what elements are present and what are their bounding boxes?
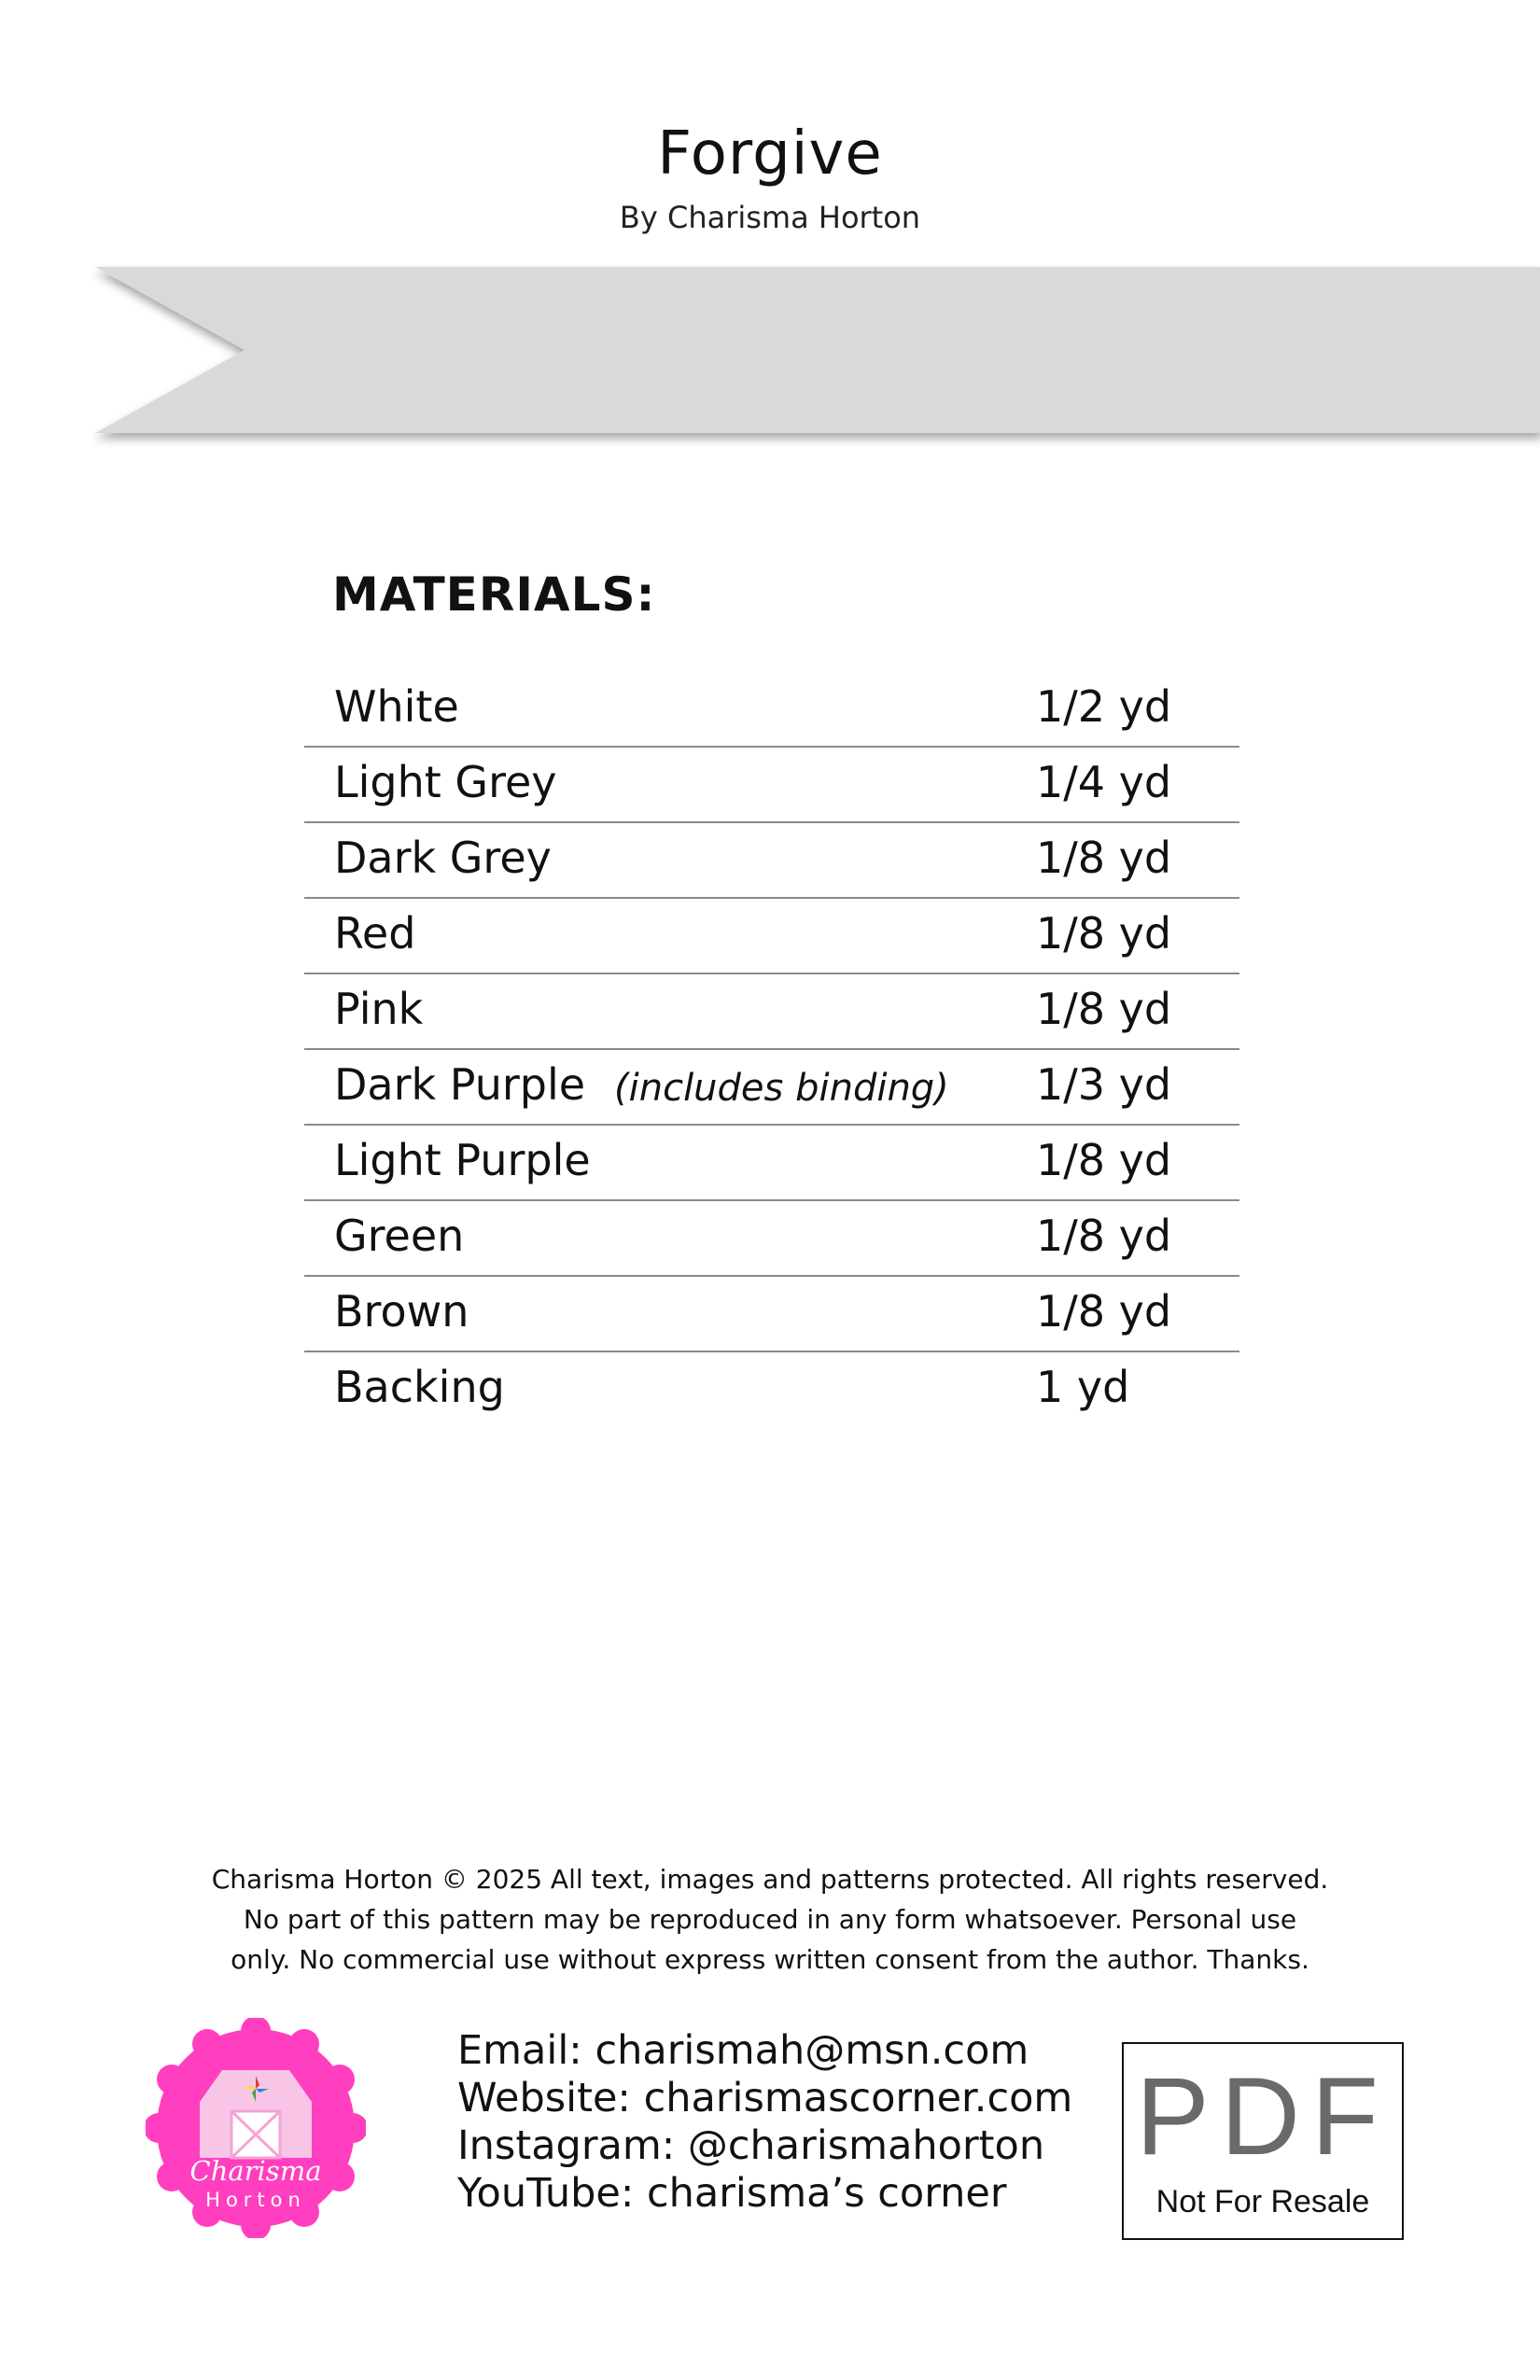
material-quantity: 1/8 yd [1036,1211,1172,1261]
logo-subname: Horton [205,2189,306,2211]
logo-name: Charisma [189,2155,322,2187]
material-name: Light Grey [334,757,557,807]
material-quantity: 1/8 yd [1036,1135,1172,1185]
materials-table [304,672,1239,1426]
not-for-resale-label: Not For Resale [1155,2184,1370,2219]
material-quantity: 1/8 yd [1036,1286,1172,1337]
contact-email[interactable]: Email: charismah@msn.com [457,2027,1029,2074]
copyright-line: No part of this pattern may be reproduced in any form whatsoever. Personal use [243,1904,1297,1935]
material-row [304,672,1239,748]
material-row [304,1050,1239,1126]
contact-info [457,2027,1072,2218]
material-row [304,974,1239,1050]
material-row [304,1126,1239,1201]
materials-heading: MATERIALS: [332,567,656,622]
material-row [304,1201,1239,1277]
material-name: White [334,681,459,732]
copyright-line: only. No commercial use without express written consent from the author. Thanks. [231,1944,1309,1975]
material-name: Backing [334,1362,505,1412]
material-quantity: 1/8 yd [1036,984,1172,1034]
contact-website[interactable]: Website: charismascorner.com [457,2075,1073,2121]
material-row [304,823,1239,899]
material-note: (includes binding) [614,1067,949,1110]
material-quantity: 1/2 yd [1036,681,1172,732]
contact-instagram[interactable]: Instagram: @charismahorton [457,2122,1045,2169]
copyright-notice [0,1859,1540,1980]
material-row [304,899,1239,974]
pattern-title: Forgive [657,119,883,189]
material-name: Dark Purple [334,1059,586,1110]
material-quantity: 1/8 yd [1036,908,1172,959]
material-quantity: 1/8 yd [1036,833,1172,883]
pdf-label: PDF [1136,2055,1390,2178]
material-row [304,1352,1239,1426]
material-quantity: 1/3 yd [1036,1059,1172,1110]
contact-youtube[interactable]: YouTube: charisma’s corner [457,2170,1007,2217]
author-byline: By Charisma Horton [619,200,921,235]
copyright-line: Charisma Horton © 2025 All text, images and patterns protected. All rights reserved. [211,1864,1329,1895]
material-name: Light Purple [334,1135,591,1185]
material-quantity: 1/4 yd [1036,757,1172,807]
material-name: Green [334,1211,465,1261]
material-name: Dark Grey [334,833,552,883]
pdf-not-for-resale-badge [1122,2042,1404,2240]
material-name: Red [334,908,416,959]
brand-logo [146,2018,366,2238]
material-name: Brown [334,1286,469,1337]
header-banner [86,263,1540,448]
material-row [304,748,1239,823]
material-name: Pink [334,984,424,1034]
material-row [304,1277,1239,1352]
material-quantity: 1 yd [1036,1362,1130,1412]
